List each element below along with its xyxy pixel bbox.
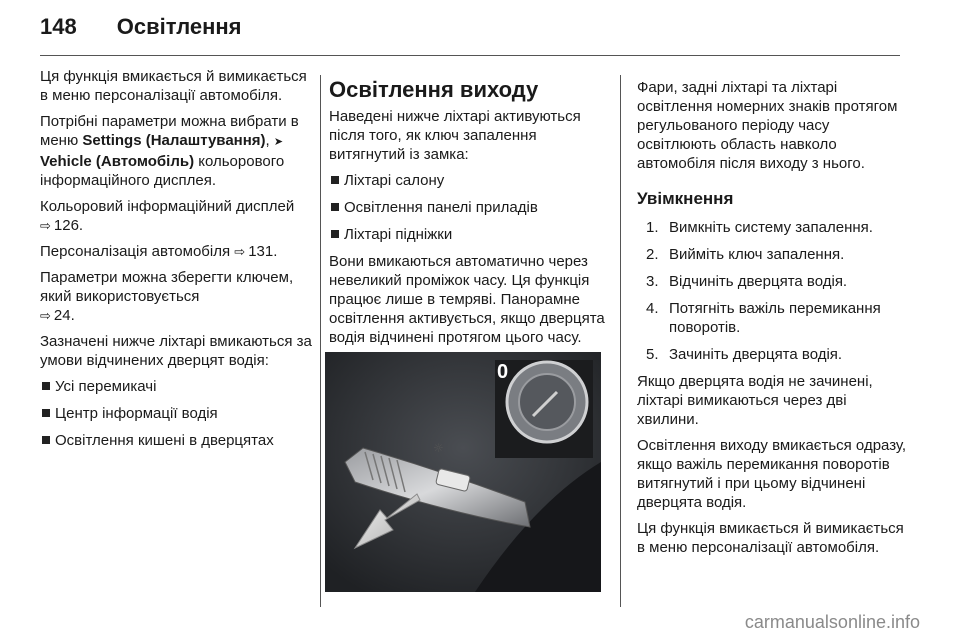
step-item: 1. Вимкніть систему запалення. xyxy=(646,219,873,236)
step-item: 5. Зачиніть дверцята водія. xyxy=(646,346,843,363)
column-divider xyxy=(620,75,621,607)
bullet-list xyxy=(329,171,609,244)
light-symbol-icon: ☼ xyxy=(433,441,444,455)
list-item: Освітлення кишені в дверцятах xyxy=(40,431,312,450)
page-reference[interactable]: ⇨ 24. xyxy=(40,307,75,324)
list-item: Ліхтарі салону xyxy=(329,171,609,190)
paragraph: Наведені нижче ліхтарі активуються після того, як ключ запалення витягнутий із замка: xyxy=(329,108,581,163)
paragraph: Зазначені нижче ліхтарі вмикаються за умови відчинених дверцят водія: xyxy=(40,333,312,369)
header-rule xyxy=(40,55,900,56)
page-number: 148 xyxy=(40,14,77,39)
arrow-icon: ➤ xyxy=(273,136,284,148)
dial-label: 0 xyxy=(497,361,509,383)
paragraph-ref: Параметри можна зберегти ключем, який використовується ⇨ 24. xyxy=(40,269,294,324)
list-item: Центр інформації водія xyxy=(40,404,312,423)
paragraph-settings: Потрібні параметри можна вибрати в меню Settings (Налаштування), ➤ Vehicle (Автомобіль) кольорового інформаційного дисплея. xyxy=(40,113,299,189)
paragraph: Вони вмикаються автоматично через невеликий проміжок часу. Ця функція працює лише в темряві. Панорамне освітлення активується, якщо дверцята водія відчинені протягом цього часу. xyxy=(329,253,605,346)
list-item: Ліхтарі підніжки xyxy=(329,225,609,244)
column-right xyxy=(637,78,912,564)
page-title: Освітлення xyxy=(116,14,242,39)
column-divider xyxy=(320,75,321,607)
section-title: Освітлення виходу xyxy=(329,77,539,102)
lever-illustration xyxy=(325,352,601,592)
column-middle xyxy=(329,77,609,354)
reference-arrow-icon: ⇨ xyxy=(40,308,51,323)
list-item: Усі перемикачі xyxy=(40,377,312,396)
page-reference[interactable]: ⇨ 131. xyxy=(234,243,278,260)
paragraph: Якщо дверцята водія не зачинені, ліхтарі вимикаються через дві хвилини. xyxy=(637,373,873,428)
watermark: carmanualsonline.info xyxy=(744,612,920,632)
paragraph: Фари, задні ліхтарі та ліхтарі освітлення номерних знаків протягом регульованого періоду часу освітлюють область навколо автомобіля після виходу з нього. xyxy=(637,79,898,172)
paragraph: Освітлення виходу вмикається одразу, якщо важіль перемикання поворотів витягнутий і при цьому відчинені дверцята водія. xyxy=(637,437,907,511)
step-item: 3. Відчиніть дверцята водія. xyxy=(646,273,848,290)
paragraph: Ця функція вмикається й вимикається в меню персоналізації автомобіля. xyxy=(637,520,904,556)
lever-drawing xyxy=(325,352,601,592)
steps-list xyxy=(637,218,912,364)
list-item: Освітлення панелі приладів xyxy=(329,198,609,217)
reference-arrow-icon: ⇨ xyxy=(234,244,246,259)
bullet-list xyxy=(40,377,312,450)
subsection-title: Увімкнення xyxy=(637,189,734,208)
step-item: 2. Вийміть ключ запалення. xyxy=(646,246,845,263)
page-header xyxy=(40,14,242,50)
menu-vehicle: Vehicle (Автомобіль) xyxy=(40,153,195,170)
paragraph: Ця функція вмикається й вимикається в меню персоналізації автомобіля. xyxy=(40,68,307,104)
paragraph-ref: Кольоровий інформаційний дисплей ⇨ 126. xyxy=(40,198,295,234)
paragraph-ref: Персоналізація автомобіля ⇨ 131. xyxy=(40,243,278,260)
menu-settings: Settings (Налаштування) xyxy=(82,132,266,149)
column-left xyxy=(40,67,312,458)
step-item: 4. Потягніть важіль перемикання поворотів. xyxy=(646,300,881,336)
page-reference[interactable]: ⇨ 126. xyxy=(40,217,84,234)
reference-arrow-icon: ⇨ xyxy=(40,218,51,233)
